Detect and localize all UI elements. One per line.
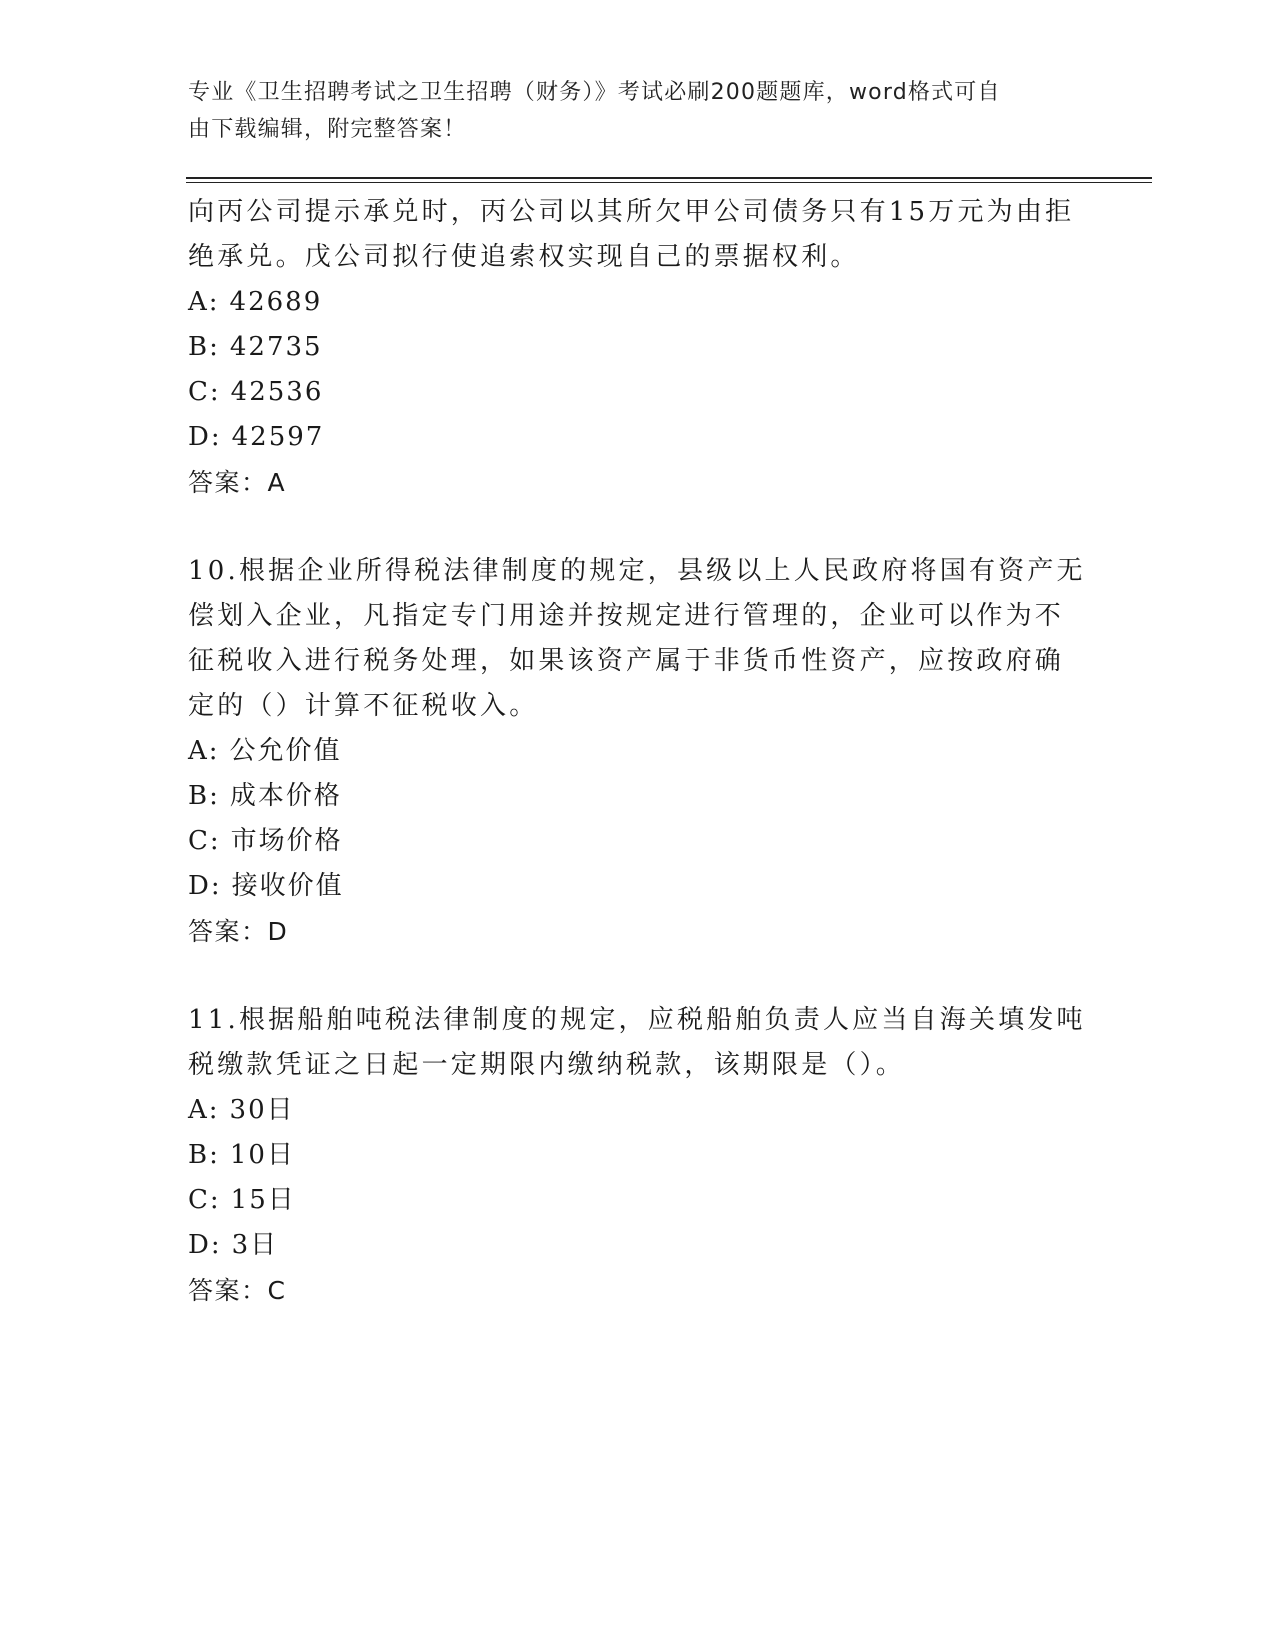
option-text: 15日 [230, 1185, 296, 1215]
option-a [188, 1088, 1088, 1133]
answer-line: 答案：C [188, 1276, 287, 1305]
option-text: 30日 [229, 1095, 295, 1125]
question-line: 征税收入进行税务处理，如果该资产属于非货币性资产，应按政府确 [188, 646, 1065, 676]
question-block [188, 549, 1088, 954]
option-c [188, 1178, 1088, 1223]
option-letter: B: [188, 781, 220, 811]
option-b [188, 1133, 1088, 1178]
answer-line: 答案：D [188, 917, 289, 946]
option-letter: C: [188, 826, 221, 856]
header-line-1: 专业《卫生招聘考试之卫生招聘（财务）》考试必刷200题题库，word格式可自 [188, 80, 1001, 105]
option-a [188, 280, 1088, 325]
question-line: 向丙公司提示承兑时，丙公司以其所欠甲公司债务只有15万元为由拒 [188, 197, 1075, 227]
option-d [188, 1223, 1088, 1268]
option-text: 42689 [229, 287, 323, 317]
option-d [188, 415, 1088, 460]
option-text: 42735 [229, 332, 323, 362]
option-c [188, 370, 1088, 415]
question-line: 税缴款凭证之日起一定期限内缴纳税款，该期限是（）。 [188, 1050, 906, 1080]
option-letter: C: [188, 377, 221, 407]
spacer [188, 505, 1088, 549]
question-block [188, 998, 1088, 1313]
option-letter: B: [188, 1140, 220, 1170]
question-list [188, 190, 1088, 1313]
spacer [188, 954, 1088, 998]
option-text: 3日 [231, 1230, 279, 1260]
option-a [188, 729, 1088, 774]
option-letter: A: [188, 1095, 220, 1125]
document-header [188, 74, 1068, 148]
option-text: 10日 [229, 1140, 295, 1170]
question-block [188, 190, 1088, 505]
option-text: 成本价格 [229, 781, 342, 811]
header-divider-thick [186, 177, 1152, 179]
option-letter: D: [188, 422, 222, 452]
header-divider-thin [186, 182, 1152, 183]
option-b [188, 325, 1088, 370]
question-line: 10.根据企业所得税法律制度的规定，县级以上人民政府将国有资产无 [188, 556, 1086, 586]
question-line: 绝承兑。戊公司拟行使追索权实现自己的票据权利。 [188, 242, 860, 272]
question-line: 11.根据船舶吨税法律制度的规定，应税船舶负责人应当自海关填发吨 [188, 1005, 1086, 1035]
option-b [188, 774, 1088, 819]
option-c [188, 819, 1088, 864]
question-line: 定的（）计算不征税收入。 [188, 691, 539, 721]
option-text: 接收价值 [231, 871, 344, 901]
option-letter: D: [188, 871, 222, 901]
question-line: 偿划入企业，凡指定专门用途并按规定进行管理的，企业可以作为不 [188, 601, 1065, 631]
header-line-2: 由下载编辑，附完整答案！ [188, 117, 467, 142]
option-text: 市场价格 [230, 826, 343, 856]
option-text: 公允价值 [229, 736, 342, 766]
option-letter: C: [188, 1185, 221, 1215]
option-letter: D: [188, 1230, 222, 1260]
option-text: 42597 [231, 422, 325, 452]
answer-line: 答案：A [188, 468, 287, 497]
option-letter: B: [188, 332, 220, 362]
option-text: 42536 [230, 377, 324, 407]
option-letter: A: [188, 736, 220, 766]
option-letter: A: [188, 287, 220, 317]
option-d [188, 864, 1088, 909]
